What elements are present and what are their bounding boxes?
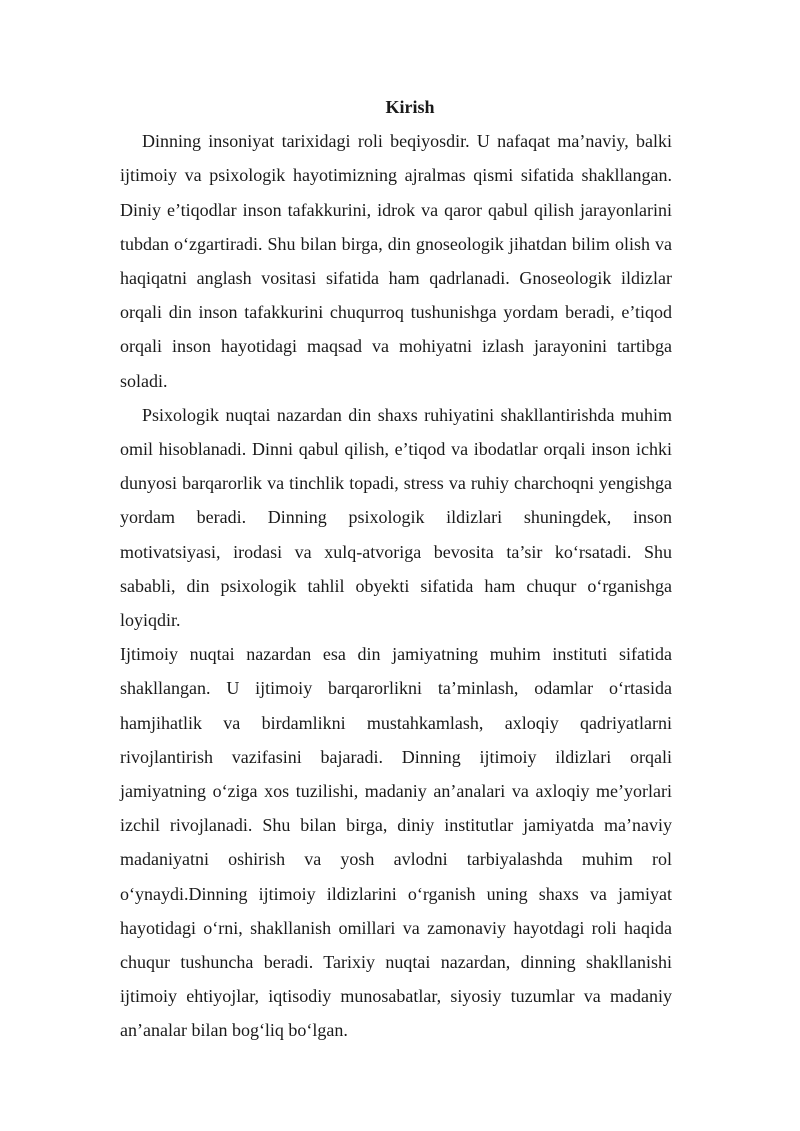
page-title: Kirish	[385, 97, 435, 117]
paragraph-social: Ijtimoiy nuqtai nazardan esa din jamiyatning muhim instituti sifatida shakllangan. U ijtimoiy barqarorlikni ta’minlash, odamlar o‘rtasida hamjihatlik va birdamlikni mustahkamlash, axloqiy qadriyatlarni rivojlantirish vazifasini bajaradi. Dinning ijtimoiy ildizlari orqali jamiyatning o‘ziga xos tuzilishi, madaniy an’analari va axloqiy me’yorlari izchil rivojlanadi. Shu bilan birga, diniy institutlar jamiyatda ma’naviy madaniyatni oshirish va yosh avlodni tarbiyalashda muhim rol o‘ynaydi.Dinning ijtimoiy ildizlarini o‘rganish uning shaxs va jamiyat hayotidagi o‘rni, shakllanish omillari va zamonaviy hayotdagi roli haqida chuqur tushuncha beradi. Tarixiy nuqtai nazardan, dinning shakllanishi ijtimoiy ehtiyojlar, iqtisodiy munosabatlar, siyosiy tuzumlar va madaniy an’analar bilan bog‘liq bo‘lgan.	[120, 644, 672, 1041]
paragraph-psychological: Psixologik nuqtai nazardan din shaxs ruhiyatini shakllantirishda muhim omil hisoblanadi. Dinni qabul qilish, e’tiqod va ibodatlar orqali inson ichki dunyosi barqarorlik va tinchlik topadi, stress va ruhiy charchoqni yengishga yordam beradi. Dinning psixologik ildizlari shuningdek, inson motivatsiyasi, irodasi va xulq-atvoriga bevosita ta’sir ko‘rsatadi. Shu sababli, din psixologik tahlil obyekti sifatida ham chuqur o‘rganishga loyiqdir.	[120, 404, 672, 631]
document-body	[120, 90, 672, 1048]
paragraph-intro: Dinning insoniyat tarixidagi roli beqiyosdir. U nafaqat ma’naviy, balki ijtimoiy va psixologik hayotimizning ajralmas qismi sifatida shakllangan. Diniy e’tiqodlar inson tafakkurini, idrok va qaror qabul qilish jarayonlarini tubdan o‘zgartiradi. Shu bilan birga, din gnoseologik jihatdan bilim olish va haqiqatni anglash vositasi sifatida ham qadrlanadi. Gnoseologik ildizlar orqali din inson tafakkurini chuqurroq tushunishga yordam beradi, e’tiqod orqali inson hayotidagi maqsad va mohiyatni izlash jarayonini tartibga soladi.	[120, 131, 672, 391]
